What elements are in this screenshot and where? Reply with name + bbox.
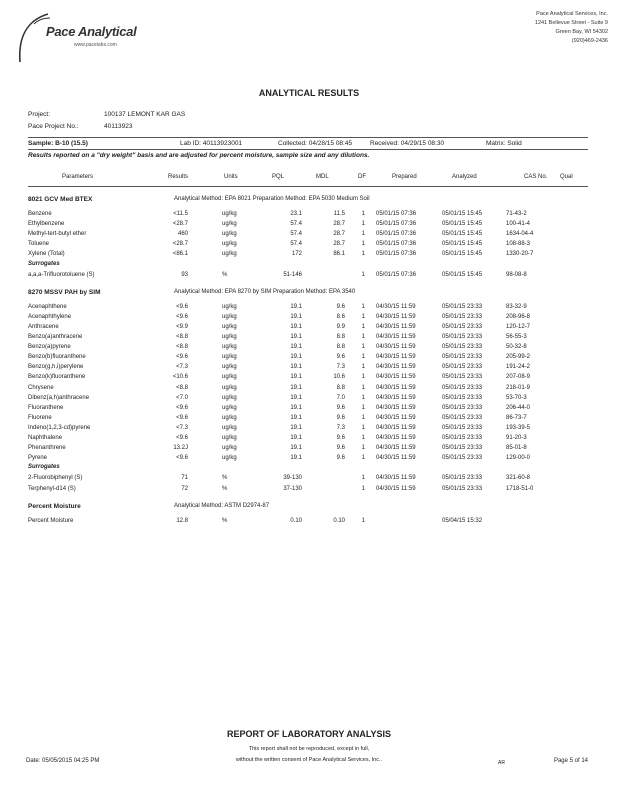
- table-cell: 9.6: [336, 435, 345, 441]
- pace-project-value: 40113923: [104, 123, 133, 130]
- table-cell: 1: [361, 394, 365, 401]
- table-cell: 04/30/15 11:59: [376, 334, 416, 340]
- table-cell: 28.7: [333, 221, 345, 228]
- table-cell: 1: [361, 404, 365, 411]
- table-cell: Pyrene: [28, 455, 48, 462]
- table-cell: 19.1: [290, 334, 302, 340]
- table-cell: %: [222, 475, 228, 482]
- lab-city: Green Bay, WI 54302: [555, 29, 608, 35]
- table-cell: 05/01/15 23:33: [442, 445, 483, 452]
- table-cell: 218-01-9: [506, 384, 531, 391]
- column-header: Units: [224, 174, 238, 180]
- table-cell: 1: [361, 334, 365, 340]
- table-cell: 57.4: [290, 221, 302, 228]
- column-header: Prepared: [392, 174, 417, 180]
- table-cell: 19.1: [290, 445, 302, 452]
- table-cell: 05/01/15 23:33: [442, 384, 483, 391]
- table-cell: <9.6: [176, 455, 188, 462]
- table-cell: Xylene (Total): [28, 251, 65, 258]
- table-cell: 0.10: [290, 517, 302, 524]
- table-cell: 321-60-8: [506, 475, 531, 482]
- lab-phone: (920)469-2436: [571, 38, 608, 44]
- table-cell: <9.6: [176, 435, 188, 441]
- table-cell: Benzo(a)pyrene: [28, 344, 71, 351]
- table-cell: 120-12-7: [506, 323, 531, 330]
- table-cell: 0.10: [333, 517, 345, 524]
- table-cell: 23.1: [290, 211, 302, 217]
- collected: Collected: 04/28/15 08:45: [278, 140, 353, 147]
- table-cell: 28.7: [333, 231, 345, 238]
- table-cell: <28.7: [172, 221, 188, 228]
- table-cell: Chrysene: [28, 384, 54, 391]
- table-cell: ug/kg: [222, 344, 237, 351]
- table-cell: 04/30/15 11:59: [376, 354, 416, 361]
- table-cell: 05/01/15 07:36: [376, 271, 417, 278]
- lab-street: 1241 Bellevue Street - Suite 9: [534, 20, 608, 26]
- table-cell: 04/30/15 11:59: [376, 424, 416, 431]
- column-header: PQL: [272, 174, 285, 180]
- table-cell: 04/30/15 11:59: [376, 364, 416, 371]
- table-cell: Fluoranthene: [28, 404, 64, 411]
- table-cell: 19.1: [290, 394, 302, 401]
- table-cell: 05/01/15 23:33: [442, 435, 483, 441]
- table-cell: 86.1: [333, 251, 345, 258]
- table-cell: <9.6: [176, 313, 188, 320]
- table-cell: 05/01/15 23:33: [442, 344, 483, 351]
- project-row: [28, 111, 186, 118]
- table-cell: 05/01/15 07:36: [376, 221, 417, 228]
- table-cell: 98-08-8: [506, 271, 527, 278]
- table-cell: 9.6: [336, 414, 345, 421]
- analytical-method: Analytical Method: EPA 8021 Preparation Method: EPA 5030 Medium Soil: [174, 196, 370, 202]
- table-cell: 1: [361, 251, 365, 258]
- table-cell: 1: [361, 344, 365, 351]
- table-cell: 206-44-0: [506, 404, 531, 411]
- table-cell: 193-39-5: [506, 424, 531, 431]
- table-cell: 05/01/15 07:36: [376, 241, 417, 248]
- table-cell: ug/kg: [222, 334, 237, 340]
- table-cell: ug/kg: [222, 354, 237, 361]
- table-cell: 05/01/15 23:33: [442, 485, 483, 492]
- initials: AR: [498, 760, 505, 766]
- table-cell: 50-32-8: [506, 344, 527, 351]
- table-cell: 05/01/15 23:33: [442, 354, 483, 361]
- table-cell: 1: [361, 303, 365, 310]
- page-number: Page 5 of 14: [553, 758, 588, 764]
- table-cell: 05/01/15 23:33: [442, 404, 483, 411]
- table-cell: 05/04/15 15:32: [442, 517, 483, 524]
- table-cell: <28.7: [172, 241, 188, 248]
- table-cell: 1: [361, 517, 365, 524]
- table-cell: 19.1: [290, 455, 302, 462]
- table-cell: 19.1: [290, 374, 302, 381]
- table-cell: <10.6: [172, 374, 188, 381]
- table-cell: 91-20-3: [506, 435, 527, 441]
- table-cell: 04/30/15 11:59: [376, 445, 416, 452]
- table-cell: 05/01/15 23:33: [442, 323, 483, 330]
- table-cell: 108-88-3: [506, 241, 531, 248]
- table-cell: 9.9: [336, 323, 345, 330]
- table-cell: ug/kg: [222, 241, 237, 248]
- table-cell: 100-41-4: [506, 221, 531, 228]
- table-cell: 04/30/15 11:59: [376, 313, 416, 320]
- table-cell: 1: [361, 211, 365, 217]
- section-title: 8021 GCV Med BTEX: [28, 196, 93, 203]
- table-cell: 1: [361, 445, 365, 452]
- table-cell: Dibenz(a,h)anthracene: [28, 394, 90, 401]
- table-cell: 1: [361, 354, 365, 361]
- table-cell: 208-96-8: [506, 313, 531, 320]
- table-cell: 04/30/15 11:59: [376, 384, 416, 391]
- table-cell: 207-08-9: [506, 374, 531, 381]
- lab-name: Pace Analytical Services, Inc.: [536, 11, 608, 17]
- table-cell: 04/30/15 11:59: [376, 435, 416, 441]
- table-cell: 1330-20-7: [506, 251, 534, 258]
- table-cell: 1: [361, 424, 365, 431]
- table-cell: 1634-04-4: [506, 231, 534, 238]
- table-cell: 05/01/15 15:45: [442, 251, 483, 258]
- table-cell: 04/30/15 11:59: [376, 303, 416, 310]
- table-cell: Terphenyl-d14 (S): [28, 485, 76, 492]
- table-cell: ug/kg: [222, 231, 237, 238]
- table-cell: <9.6: [176, 303, 188, 310]
- table-cell: %: [222, 271, 228, 278]
- pace-project-label: Pace Project No.:: [28, 123, 79, 130]
- table-cell: 05/01/15 23:33: [442, 374, 483, 381]
- table-cell: %: [222, 485, 228, 492]
- table-cell: 8.8: [336, 384, 345, 391]
- table-cell: 83-32-9: [506, 303, 527, 310]
- table-cell: 72: [181, 485, 188, 492]
- table-cell: 12.8: [176, 517, 188, 524]
- table-cell: 191-24-2: [506, 364, 531, 371]
- table-cell: <9.6: [176, 354, 188, 361]
- table-cell: 04/30/15 11:59: [376, 404, 416, 411]
- surrogates-label: Surrogates: [28, 260, 60, 267]
- footer-title: REPORT OF LABORATORY ANALYSIS: [226, 729, 392, 739]
- table-cell: 05/01/15 23:33: [442, 394, 483, 401]
- table-cell: <9.6: [176, 404, 188, 411]
- table-cell: ug/kg: [222, 404, 237, 411]
- table-cell: 19.1: [290, 424, 302, 431]
- table-cell: 04/30/15 11:59: [376, 475, 416, 482]
- table-cell: 7.3: [336, 424, 345, 431]
- page-title: ANALYTICAL RESULTS: [258, 88, 360, 98]
- table-cell: 71-43-2: [506, 211, 527, 217]
- table-cell: ug/kg: [222, 251, 237, 258]
- table-cell: 9.6: [336, 354, 345, 361]
- table-cell: ug/kg: [222, 323, 237, 330]
- table-cell: <8.8: [176, 384, 188, 391]
- table-cell: <8.8: [176, 344, 188, 351]
- table-cell: Indeno(1,2,3-cd)pyrene: [28, 424, 91, 431]
- table-cell: 1: [361, 485, 365, 492]
- table-cell: ug/kg: [222, 211, 237, 217]
- table-cell: 19.1: [290, 344, 302, 351]
- table-cell: 1: [361, 435, 365, 441]
- table-cell: <8.8: [176, 334, 188, 340]
- table-cell: 04/30/15 11:59: [376, 485, 416, 492]
- table-cell: Benzo(k)fluoranthene: [28, 374, 86, 381]
- table-cell: <11.5: [173, 211, 188, 217]
- table-cell: 04/30/15 11:59: [376, 374, 416, 381]
- table-cell: 19.1: [290, 414, 302, 421]
- table-cell: Anthracene: [28, 323, 59, 330]
- table-cell: 05/01/15 07:36: [376, 251, 417, 258]
- table-cell: 1: [361, 241, 365, 248]
- table-cell: 19.1: [290, 313, 302, 320]
- table-cell: ug/kg: [222, 313, 237, 320]
- table-cell: <9.6: [176, 414, 188, 421]
- table-cell: 9.6: [336, 303, 345, 310]
- table-cell: 8.8: [336, 334, 345, 340]
- table-cell: 1: [361, 384, 365, 391]
- table-cell: Acenaphthene: [28, 303, 67, 310]
- table-cell: 86-73-7: [506, 414, 527, 421]
- table-cell: %: [222, 517, 228, 524]
- table-cell: Percent Moisture: [28, 517, 74, 524]
- lab-address: [535, 10, 608, 46]
- table-cell: 93: [181, 271, 188, 278]
- column-header: Analyzed: [452, 174, 477, 180]
- table-cell: 10.6: [333, 374, 345, 381]
- analytical-method: Analytical Method: EPA 8270 by SIM Preparation Method: EPA 3540: [174, 288, 356, 295]
- footer-line-1: This report shall not be reproduced, except in full,: [248, 746, 370, 752]
- table-cell: 7.3: [336, 364, 345, 371]
- lab-url: www.pacelabs.com: [74, 42, 117, 48]
- table-cell: 05/01/15 23:33: [442, 303, 483, 310]
- table-cell: 37-130: [283, 485, 302, 492]
- table-cell: 1: [361, 475, 365, 482]
- surrogates-label: Surrogates: [28, 464, 60, 471]
- table-cell: 85-01-8: [506, 445, 527, 452]
- table-cell: 05/01/15 23:33: [442, 475, 483, 482]
- table-cell: 1: [361, 231, 365, 238]
- table-cell: 53-70-3: [506, 394, 527, 401]
- column-header: DF: [358, 174, 366, 180]
- table-cell: 05/01/15 15:45: [442, 271, 483, 278]
- table-cell: 19.1: [290, 303, 302, 310]
- table-cell: ug/kg: [222, 374, 237, 381]
- divider: [28, 137, 588, 138]
- table-cell: Benzene: [28, 211, 52, 217]
- table-cell: Toluene: [28, 241, 50, 248]
- table-cell: ug/kg: [222, 414, 237, 421]
- table-cell: Methyl-tert-butyl ether: [28, 231, 87, 238]
- table-cell: 05/01/15 23:33: [442, 364, 483, 371]
- column-header: Qual: [560, 174, 573, 180]
- table-cell: Fluorene: [28, 414, 52, 421]
- table-cell: ug/kg: [222, 364, 237, 371]
- table-cell: 39-130: [283, 475, 302, 482]
- table-cell: 129-00-0: [506, 455, 531, 462]
- divider: [28, 149, 588, 150]
- table-cell: <7.0: [176, 394, 188, 401]
- table-cell: 2-Fluorobiphenyl (S): [28, 475, 83, 482]
- table-cell: 460: [177, 231, 188, 238]
- table-cell: ug/kg: [222, 384, 237, 391]
- pace-logo: Pace Analytical: [46, 24, 137, 39]
- table-cell: 1: [361, 364, 365, 371]
- table-cell: a,a,a-Trifluorotoluene (S): [28, 271, 95, 278]
- table-cell: 05/01/15 07:36: [376, 231, 417, 238]
- lab-id: Lab ID: 40113923001: [180, 140, 243, 147]
- table-cell: 05/01/15 15:45: [442, 231, 483, 238]
- table-cell: 19.1: [290, 404, 302, 411]
- project-label: Project:: [28, 111, 51, 118]
- table-cell: 05/01/15 23:33: [442, 455, 483, 462]
- table-cell: <7.3: [176, 364, 188, 371]
- table-cell: 1: [361, 221, 365, 228]
- sample-id: Sample: B-10 (15.5): [28, 140, 88, 147]
- table-cell: 19.1: [290, 364, 302, 371]
- table-cell: ug/kg: [222, 445, 237, 452]
- received: Received: 04/29/15 08:30: [370, 140, 445, 147]
- table-cell: 9.6: [336, 455, 345, 462]
- table-cell: 19.1: [290, 384, 302, 391]
- table-cell: 05/01/15 07:36: [376, 211, 417, 217]
- table-cell: 205-99-2: [506, 354, 531, 361]
- table-cell: 7.0: [336, 394, 345, 401]
- table-cell: <86.1: [172, 251, 188, 258]
- divider: [28, 186, 588, 187]
- table-cell: 1: [361, 323, 365, 330]
- table-cell: 11.5: [333, 211, 345, 217]
- table-cell: 1: [361, 455, 365, 462]
- table-cell: Ethylbenzene: [28, 221, 65, 228]
- table-cell: 04/30/15 11:59: [376, 414, 416, 421]
- table-cell: 9.6: [336, 445, 345, 452]
- table-cell: 71: [181, 475, 188, 482]
- table-cell: 05/01/15 23:33: [442, 313, 483, 320]
- table-cell: Benzo(g,h,i)perylene: [28, 364, 84, 371]
- table-cell: 04/30/15 11:59: [376, 455, 416, 462]
- table-cell: Benzo(a)anthracene: [28, 334, 83, 340]
- table-cell: ug/kg: [222, 424, 237, 431]
- table-cell: 04/30/15 11:59: [376, 394, 416, 401]
- table-cell: 9.6: [336, 404, 345, 411]
- table-cell: 04/30/15 11:59: [376, 344, 416, 351]
- table-cell: 19.1: [290, 435, 302, 441]
- section-title: Percent Moisture: [28, 502, 81, 510]
- table-cell: 1: [361, 313, 365, 320]
- section-title: 8270 MSSV PAH by SIM: [28, 288, 101, 296]
- table-cell: 1: [361, 271, 365, 278]
- table-cell: 57.4: [290, 231, 302, 238]
- table-cell: ug/kg: [222, 455, 237, 462]
- table-cell: 19.1: [290, 323, 302, 330]
- table-cell: <7.3: [176, 424, 188, 431]
- table-cell: ug/kg: [222, 394, 237, 401]
- table-cell: 172: [291, 251, 302, 258]
- table-cell: 05/01/15 15:45: [442, 211, 483, 217]
- table-cell: Benzo(b)fluoranthene: [28, 354, 86, 361]
- table-cell: 1: [361, 414, 365, 421]
- table-cell: Acenaphthylene: [28, 313, 72, 320]
- table-cell: Phenanthrene: [28, 445, 66, 452]
- table-cell: 05/01/15 23:33: [442, 334, 483, 340]
- table-cell: 51-146: [283, 271, 302, 278]
- table-cell: Naphthalene: [28, 435, 63, 441]
- matrix: Matrix: Solid: [486, 140, 522, 147]
- table-cell: 04/30/15 11:59: [376, 323, 416, 330]
- footer-line-2: without the written consent of Pace Analytical Services, Inc..: [235, 757, 383, 763]
- column-header: Parameters: [62, 174, 94, 180]
- results-note: Results reported on a "dry weight" basis and are adjusted for percent moisture, sample size and any dilutions.: [28, 152, 370, 159]
- table-cell: 1: [361, 374, 365, 381]
- column-header: MDL: [316, 174, 329, 180]
- table-cell: 13.2J: [173, 445, 188, 452]
- table-cell: 05/01/15 15:45: [442, 241, 483, 248]
- table-cell: <9.9: [176, 323, 188, 330]
- table-cell: 8.6: [336, 313, 345, 320]
- table-cell: 19.1: [290, 354, 302, 361]
- analytical-method: Analytical Method: ASTM D2974-87: [174, 502, 270, 509]
- column-header: Results: [168, 174, 189, 180]
- table-cell: ug/kg: [222, 221, 237, 228]
- report-date: Date: 05/05/2015 04:25 PM: [26, 758, 100, 764]
- pace-project-row: [28, 123, 133, 130]
- table-cell: 05/01/15 15:45: [442, 221, 483, 228]
- table-cell: 8.8: [336, 344, 345, 351]
- table-cell: 05/01/15 23:33: [442, 424, 483, 431]
- table-cell: 28.7: [333, 241, 345, 248]
- project-value: 100137 LEMONT KAR GAS: [104, 111, 186, 118]
- table-cell: 1718-51-0: [506, 485, 534, 492]
- table-cell: 05/01/15 23:33: [442, 414, 483, 421]
- table-cell: ug/kg: [222, 303, 237, 310]
- table-cell: ug/kg: [222, 435, 237, 441]
- column-header: CAS No.: [524, 174, 548, 180]
- table-cell: 56-55-3: [506, 334, 527, 340]
- table-cell: 57.4: [290, 241, 302, 248]
